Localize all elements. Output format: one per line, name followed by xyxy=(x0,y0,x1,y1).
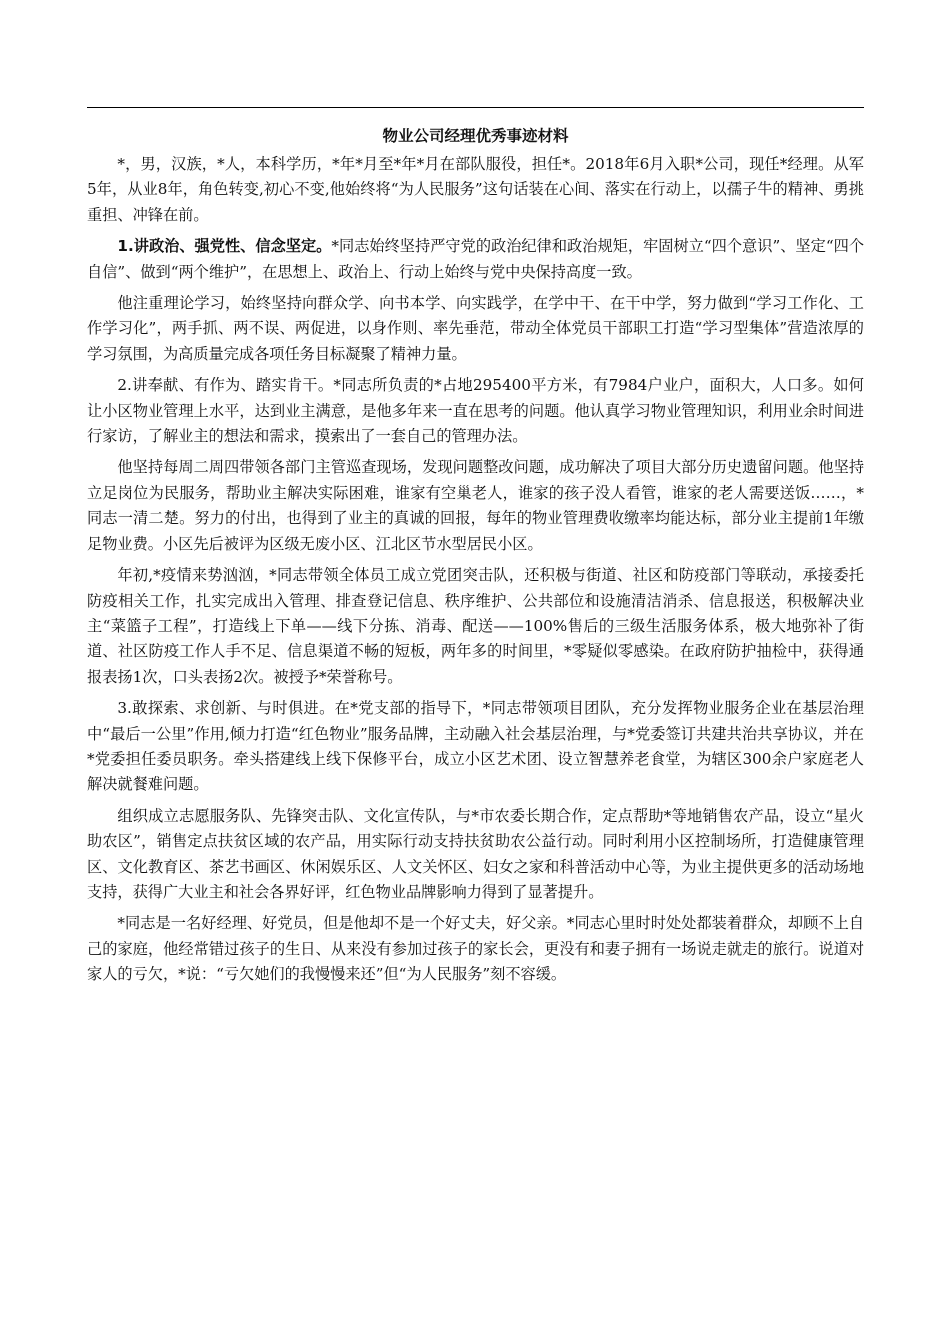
paragraph-text: 组织成立志愿服务队、先锋突击队、文化宣传队，与*市农委长期合作，定点帮助*等地销售农产品，设立“星火助农区”，销售定点扶贫区域的农产品，用实际行动支持扶贫助农公益行动。同时利用小区控制场所，打造健康管理区、文化教育区、茶艺书画区、休闲娱乐区、人文关怀区、妇女之家和科普活动中心等，为业主提供更多的活动场地支持，获得广大业主和社会各界好评，红色物业品牌影响力得到了显著提升。 xyxy=(87,806,864,901)
header-rule xyxy=(87,107,864,108)
paragraph-text: 3.敢探索、求创新、与时俱进。在*党支部的指导下，*同志带领项目团队，充分发挥物业服务企业在基层治理中“最后一公里”作用,倾力打造“红色物业”服务品牌，主动融入社会基层治理，与*党委签订共建共治共享协议，并在*党委担任委员职务。牵头搭建线上线下保修平台，成立小区艺术团、设立智慧养老食堂，为辖区300余户家庭老人解决就餐难问题。 xyxy=(87,699,864,794)
paragraph-section-1 xyxy=(87,234,864,285)
paragraph-text: 他注重理论学习，始终坚持向群众学、向书本学、向实践学，在学中干、在干中学，努力做到“学习工作化、工作学习化”，两手抓、两不误、两促进，以身作则、率先垂范，带动全体党员干部职工打造“学习型集体”营造浓厚的学习氛围，为高质量完成各项任务目标凝聚了精神力量。 xyxy=(87,294,864,363)
paragraph-section-3 xyxy=(87,696,864,798)
paragraph-inspection xyxy=(87,455,864,557)
paragraph-text: 2.讲奉献、有作为、踏实肯干。*同志所负责的*占地295400平方米，有7984户业户，面积大，人口多。如何让小区物业管理上水平，达到业主满意，是他多年来一直在思考的问题。他认真学习物业管理知识，利用业余时间进行家访，了解业主的想法和需求，摸索出了一套自己的管理办法。 xyxy=(87,376,864,446)
paragraph-family xyxy=(87,911,864,987)
paragraph-text: 他坚持每周二周四带领各部门主管巡查现场，发现问题整改问题，成功解决了项目大部分历史遗留问题。他坚持立足岗位为民服务，帮助业主解决实际困难，谁家有空巢老人，谁家的孩子没人看管，谁家的老人需要送饭……，*同志一清二楚。努力的付出，也得到了业主的真诚的回报，每年的物业管理费收缴率均能达标，部分业主提前1年缴足物业费。小区先后被评为区级无废小区、江北区节水型居民小区。 xyxy=(87,458,864,553)
paragraph-text: *同志始终坚持严守党的政治纪律和政治规矩，牢固树立“四个意识”、坚定“四个自信”、做到“两个维护”，在思想上、政治上、行动上始终与党中央保持高度一致。 xyxy=(87,237,865,281)
paragraph-section-2 xyxy=(87,373,864,449)
paragraph-intro xyxy=(87,152,864,228)
document-body xyxy=(87,124,864,994)
paragraph-text: *，男，汉族，*人，本科学历，*年*月至*年*月在部队服役，担任*。2018年6月入职*公司，现任*经理。从军5年，从业8年，角色转变,初心不变,他始终将“为人民服务”这句话装在心间、落实在行动上，以孺子牛的精神、勇挑重担、冲锋在前。 xyxy=(87,155,864,224)
document-title: 物业公司经理优秀事迹材料 xyxy=(382,127,569,145)
paragraph-text: 年初,*疫情来势汹汹，*同志带领全体员工成立党团突击队，还积极与街道、社区和防疫部门等联动，承接委托防疫相关工作，扎实完成出入管理、排查登记信息、秩序维护、公共部位和设施清洁消杀、信息报送，积极解决业主“菜篮子工程”，打造线上下单——线下分拣、消毒、配送——100%售后的三级生活服务体系，极大地弥补了街道、社区防疫工作人手不足、信息渠道不畅的短板，两年多的时间里，*零疑似零感染。在政府防护抽检中，获得通报表扬1次，口头表扬2次。被授予*荣誉称号。 xyxy=(87,566,864,686)
paragraph-epidemic xyxy=(87,563,864,690)
section-heading: 1.讲政治、强党性、信念坚定。 xyxy=(117,237,332,256)
paragraph-text: *同志是一名好经理、好党员，但是他却不是一个好丈夫，好父亲。*同志心里时时处处都装着群众，却顾不上自己的家庭，他经常错过孩子的生日、从来没有参加过孩子的家长会，更没有和妻子拥有一场说走就走的旅行。说道对家人的亏欠，*说：“亏欠她们的我慢慢来还”但“为人民服务”刻不容缓。 xyxy=(87,914,864,984)
paragraph-study xyxy=(87,291,864,367)
paragraph-volunteer xyxy=(87,804,864,906)
